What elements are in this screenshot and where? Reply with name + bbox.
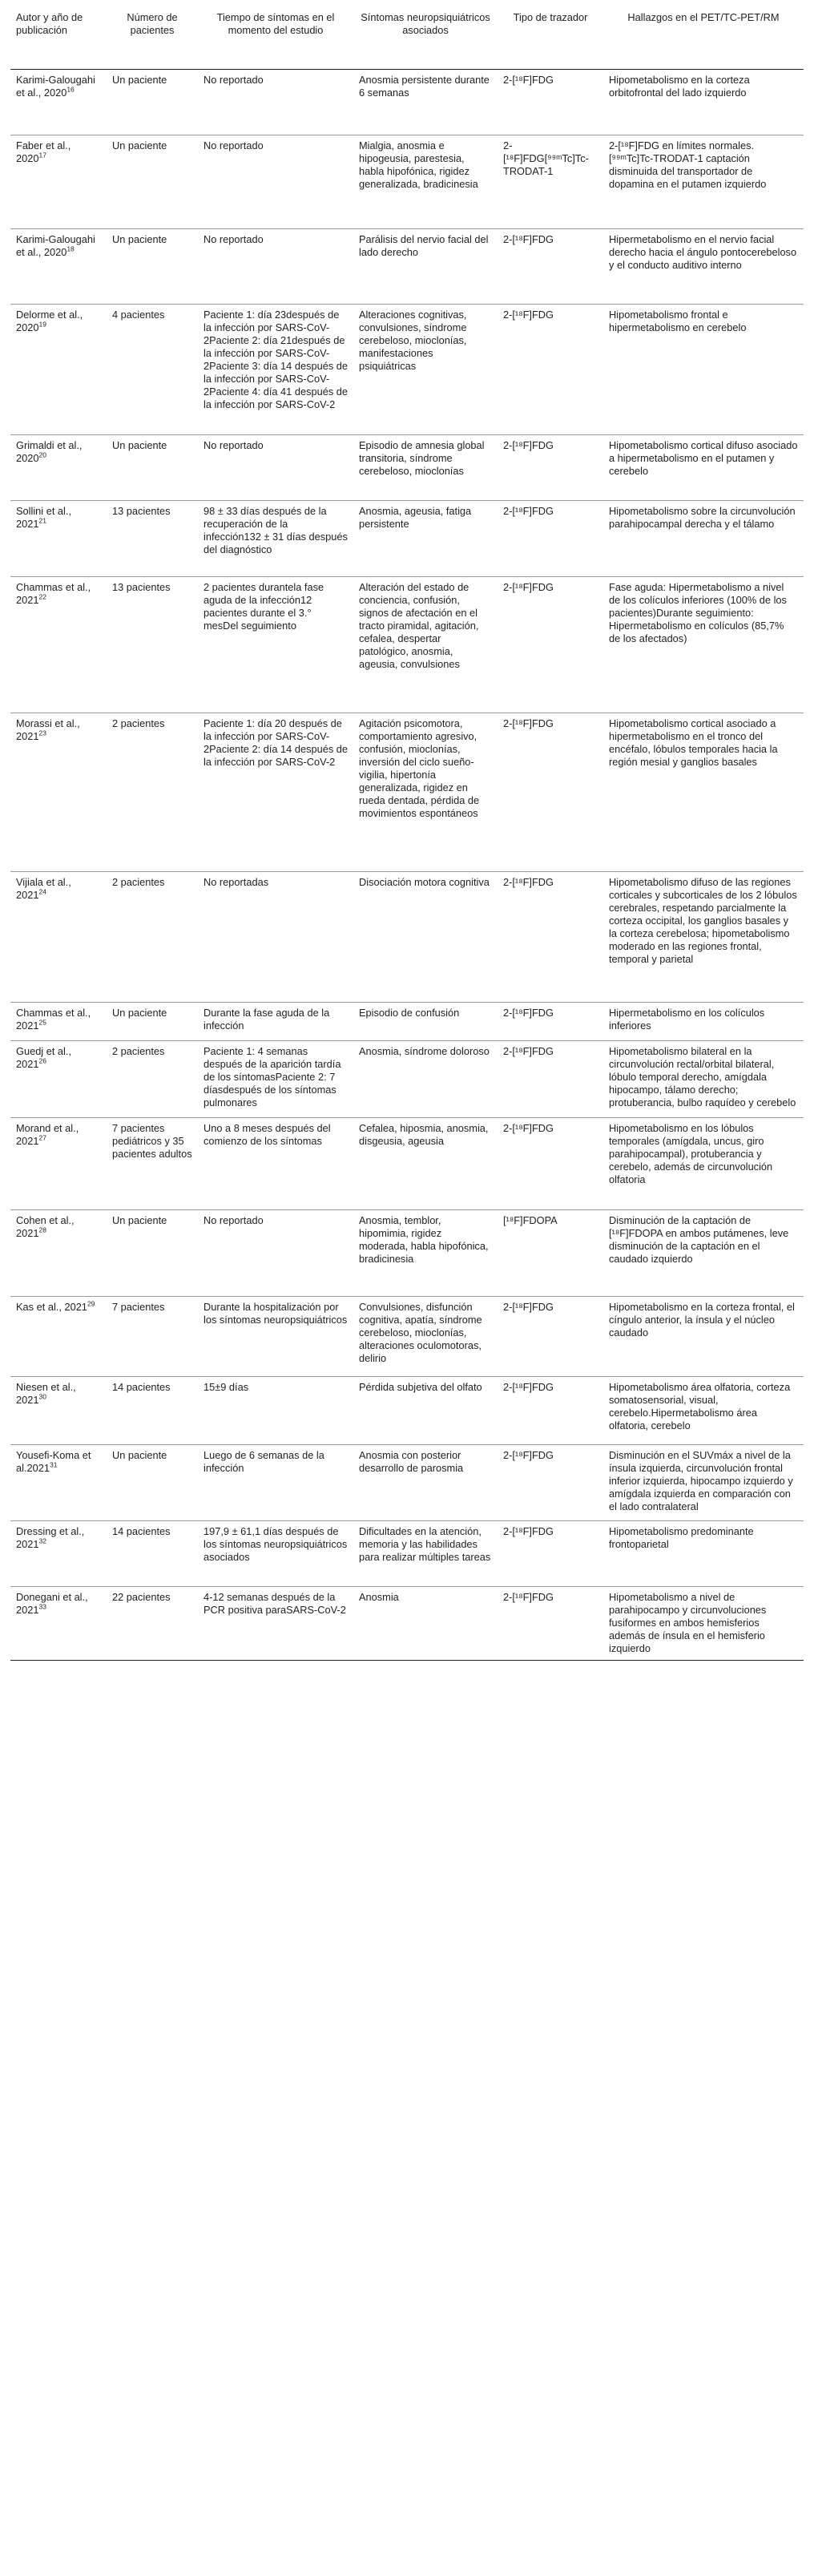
cell-time [198,70,353,135]
header-tracer: Tipo de trazador [498,8,603,70]
cell-symptoms-text: Episodio de amnesia global transitoria, síndrome cerebeloso, mioclonías [359,439,485,477]
cell-time [198,1041,353,1118]
cell-symptoms-text: Alteración del estado de conciencia, confusión, signos de afectación en el tracto piramidal, agitación, cefalea, despertar patológico, anosmia, ageusia, convulsiones [359,581,479,670]
cell-findings-text: Hipometabolismo sobre la circunvolución parahipocampal derecha y el tálamo [609,505,796,530]
cell-tracer-text: 2-[¹⁸F]FDG [503,309,554,321]
cell-symptoms [353,229,498,305]
cell-time [198,1003,353,1041]
cell-patients-text: Un paciente [112,1007,167,1019]
cell-symptoms [353,1587,498,1661]
cell-patients-text: 2 pacientes [112,876,165,888]
cell-author [10,1521,107,1587]
table-row [10,1377,804,1445]
cell-tracer-text: 2-[¹⁸F]FDG [503,233,554,245]
reference-number: 23 [38,729,46,737]
cell-time [198,1118,353,1210]
cell-patients-text: 4 pacientes [112,309,165,321]
cell-author [10,1445,107,1521]
cell-author-text: Delorme et al., 2020 [16,309,83,333]
cell-author [10,135,107,229]
cell-findings [603,1445,804,1521]
cell-findings [603,872,804,1003]
table-row [10,1041,804,1118]
cell-patients-text: Un paciente [112,1449,167,1461]
cell-tracer-text: 2-[¹⁸F]FDG [503,1381,554,1393]
cell-findings [603,1521,804,1587]
cell-patients [107,70,198,135]
cell-findings [603,1587,804,1661]
cell-tracer [498,577,603,713]
cell-author-text: Cohen et al., 2021 [16,1214,75,1239]
cell-findings [603,1210,804,1297]
cell-tracer [498,305,603,435]
table-row [10,872,804,1003]
cell-author [10,229,107,305]
cell-tracer-text: 2-[¹⁸F]FDG [503,1449,554,1461]
cell-findings-text: Hipometabolismo predominante frontoparietal [609,1525,754,1550]
cell-symptoms [353,1521,498,1587]
table-row [10,305,804,435]
reference-number: 27 [38,1133,46,1142]
cell-tracer-text: 2-[¹⁸F]FDG [503,1122,554,1134]
cell-time-text: Durante la hospitalización por los síntomas neuropsiquiátricos [204,1301,348,1326]
table-row [10,577,804,713]
cell-findings-text: Hipometabolismo en la corteza frontal, el cíngulo anterior, la ínsula y el núcleo caudado [609,1301,795,1338]
header-symptoms: Síntomas neuropsiquiátricos asociados [353,8,498,70]
cell-symptoms [353,577,498,713]
cell-symptoms [353,1041,498,1118]
cell-patients-text: 14 pacientes [112,1525,171,1537]
table-row [10,229,804,305]
header-time: Tiempo de síntomas en el momento del estudio [198,8,353,70]
cell-findings [603,135,804,229]
cell-patients-text: 2 pacientes [112,717,165,729]
cell-author [10,305,107,435]
cell-time-text: 98 ± 33 días después de la recuperación de la infección132 ± 31 días después del diagnóstico [204,505,348,555]
cell-tracer [498,1003,603,1041]
cell-tracer [498,1210,603,1297]
cell-author-text: Sollini et al., 2021 [16,505,71,530]
cell-symptoms-text: Mialgia, anosmia e hipogeusia, parestesia, habla hipofónica, rigidez generalizada, bradicinesia [359,139,478,190]
cell-tracer-text: 2-[¹⁸F]FDG [503,1045,554,1057]
cell-author-text: Donegani et al., 2021 [16,1591,88,1616]
cell-patients-text: 2 pacientes [112,1045,165,1057]
cell-patients [107,1118,198,1210]
cell-patients [107,305,198,435]
cell-patients-text: Un paciente [112,1214,167,1226]
cell-tracer [498,135,603,229]
cell-time [198,1445,353,1521]
cell-time-text: 4-12 semanas después de la PCR positiva paraSARS-CoV-2 [204,1591,346,1616]
cell-tracer-text: 2-[¹⁸F]FDG [503,876,554,888]
cell-symptoms-text: Convulsiones, disfunción cognitiva, apatía, síndrome cerebeloso, mioclonías, alteraciones oculomotoras, delirio [359,1301,482,1364]
reference-number: 24 [38,887,46,896]
cell-time-text: No reportado [204,439,264,451]
cell-author-text: Karimi-Galougahi et al., 2020 [16,233,95,258]
table-row [10,1003,804,1041]
table-header [10,8,804,70]
cell-findings [603,1377,804,1445]
cell-symptoms [353,1118,498,1210]
table-row [10,1118,804,1210]
cell-patients [107,1377,198,1445]
cell-author-text: Chammas et al., 2021 [16,1007,91,1032]
cell-tracer-text: 2-[¹⁸F]FDG [503,1301,554,1313]
cell-author [10,713,107,872]
cell-patients [107,1003,198,1041]
table-row [10,501,804,577]
reference-number: 32 [38,1536,46,1545]
cell-symptoms-text: Pérdida subjetiva del olfato [359,1381,482,1393]
reference-number: 33 [38,1602,46,1611]
cell-tracer [498,1445,603,1521]
cell-time [198,305,353,435]
reference-number: 20 [38,450,46,459]
cell-tracer [498,1118,603,1210]
cell-symptoms [353,70,498,135]
cell-author [10,435,107,501]
reference-number: 31 [49,1460,58,1469]
header-author: Autor y año de publicación [10,8,107,70]
table-row [10,70,804,135]
cell-time [198,135,353,229]
cell-author-text: Chammas et al., 2021 [16,581,91,606]
cell-time [198,713,353,872]
reference-number: 21 [38,516,46,525]
cell-time [198,229,353,305]
cell-symptoms-text: Disociación motora cognitiva [359,876,490,888]
cell-patients-text: Un paciente [112,139,167,151]
reference-number: 26 [38,1056,46,1065]
cell-time-text: No reportado [204,139,264,151]
cell-author [10,1003,107,1041]
cell-author-text: Yousefi-Koma et al.2021 [16,1449,91,1474]
table-row [10,1587,804,1661]
cell-tracer [498,713,603,872]
reference-number: 16 [66,85,75,94]
header-row [10,8,804,70]
cell-symptoms-text: Cefalea, hiposmia, anosmia, disgeusia, ageusia [359,1122,489,1147]
cell-symptoms-text: Anosmia, ageusia, fatiga persistente [359,505,472,530]
cell-findings [603,713,804,872]
cell-tracer [498,1587,603,1661]
cell-findings-text: Hipometabolismo cortical difuso asociado a hipermetabolismo en el putamen y cerebelo [609,439,798,477]
cell-tracer-text: 2-[¹⁸F]FDG [503,74,554,86]
cell-tracer [498,1041,603,1118]
cell-findings-text: Disminución en el SUVmáx a nivel de la ínsula izquierda, circunvolución frontal inferior izquierda, hipocampo izquierdo y amígdala izquierda en comparación con el lado contralateral [609,1449,793,1512]
cell-symptoms-text: Agitación psicomotora, comportamiento agresivo, confusión, mioclonías, inversión del ciclo sueño-vigilia, hipertonía generalizada, rigidez en rueda dentada, pérdida de movimientos espontáneos [359,717,480,819]
cell-tracer [498,501,603,577]
cell-time-text: 2 pacientes durantela fase aguda de la infección12 pacientes durante el 3.° mesDel seguimiento [204,581,324,632]
cell-time-text: Paciente 1: día 23después de la infección por SARS-CoV-2Paciente 2: día 21después de la infección por SARS-CoV-2Paciente 3: día 14 después de la infección por SARS-CoV-2Paciente 4: día 41 después de la infección por SARS-CoV-2 [204,309,349,410]
cell-symptoms-text: Alteraciones cognitivas, convulsiones, síndrome cerebeloso, mioclonías, manifestaciones psiquiátricas [359,309,467,372]
cell-author-text: Kas et al., 2021 [16,1301,87,1313]
cell-tracer [498,229,603,305]
cell-symptoms-text: Dificultades en la atención, memoria y las habilidades para realizar múltiples tareas [359,1525,491,1563]
pet-findings-table [10,8,804,1661]
cell-tracer [498,435,603,501]
cell-author-text: Grimaldi et al., 2020 [16,439,83,464]
cell-symptoms [353,135,498,229]
reference-number: 29 [87,1299,95,1308]
cell-author [10,872,107,1003]
cell-findings-text: Hipometabolismo bilateral en la circunvolución rectal/orbital bilateral, lóbulo temporal derecho, amígdala hipocampo, tálamo derecho; protuberancia, bulbo raquídeo y cerebelo [609,1045,796,1108]
cell-patients-text: 14 pacientes [112,1381,171,1393]
cell-time [198,1210,353,1297]
cell-findings [603,1003,804,1041]
cell-time-text: Paciente 1: día 20 después de la infección por SARS-CoV-2Paciente 2: día 14 después de la infección por SARS-CoV-2 [204,717,349,768]
cell-findings [603,1118,804,1210]
cell-time-text: No reportado [204,1214,264,1226]
cell-tracer-text: 2-[¹⁸F]FDG [503,581,554,593]
cell-tracer-text: 2-[¹⁸F]FDG[⁹⁹ᵐTc]Tc-TRODAT-1 [503,139,589,177]
cell-symptoms-text: Anosmia persistente durante 6 semanas [359,74,490,99]
cell-patients [107,1521,198,1587]
cell-tracer [498,1521,603,1587]
cell-time-text: No reportado [204,74,264,86]
reference-number: 28 [38,1225,46,1234]
cell-author [10,1297,107,1377]
cell-findings-text: Hipometabolismo en la corteza orbitofrontal del lado izquierdo [609,74,750,99]
table-row [10,1521,804,1587]
cell-patients [107,713,198,872]
reference-number: 25 [38,1018,46,1027]
cell-time [198,1521,353,1587]
cell-tracer [498,1297,603,1377]
cell-author-text: Morand et al., 2021 [16,1122,79,1147]
header-patients: Número de pacientes [107,8,198,70]
cell-findings [603,501,804,577]
table-body [10,70,804,1661]
cell-symptoms [353,1003,498,1041]
cell-time [198,435,353,501]
cell-patients [107,229,198,305]
cell-time [198,1297,353,1377]
cell-tracer-text: 2-[¹⁸F]FDG [503,1525,554,1537]
cell-findings-text: Hipometabolismo frontal e hipermetabolismo en cerebelo [609,309,747,333]
cell-time [198,501,353,577]
cell-patients-text: 22 pacientes [112,1591,171,1603]
cell-findings [603,229,804,305]
cell-patients [107,135,198,229]
cell-patients-text: 13 pacientes [112,581,171,593]
cell-tracer-text: 2-[¹⁸F]FDG [503,717,554,729]
table-row [10,435,804,501]
cell-symptoms [353,1210,498,1297]
cell-findings-text: Hipometabolismo a nivel de parahipocampo y circunvoluciones fusiformes en ambos hemisferios además de ínsula en el hemisferio izquierdo [609,1591,767,1654]
cell-symptoms [353,305,498,435]
cell-findings [603,1297,804,1377]
cell-symptoms [353,713,498,872]
cell-author [10,1118,107,1210]
cell-patients-text: 7 pacientes pediátricos y 35 pacientes adultos [112,1122,192,1160]
cell-symptoms-text: Episodio de confusión [359,1007,460,1019]
cell-tracer-text: 2-[¹⁸F]FDG [503,505,554,517]
cell-patients [107,577,198,713]
reference-number: 19 [38,320,46,329]
table-row [10,1210,804,1297]
cell-symptoms-text: Anosmia, temblor, hipomimia, rigidez moderada, habla hipofónica, bradicinesia [359,1214,489,1265]
cell-findings-text: Hipermetabolismo en el nervio facial derecho hacia el ángulo pontocerebeloso y el conducto auditivo interno [609,233,797,271]
cell-findings-text: Fase aguda: Hipermetabolismo a nivel de los colículos inferiores (100% de los pacientes)Durante seguimiento: Hipermetabolismo en colículos (85,7% de los afectados) [609,581,787,644]
cell-symptoms-text: Anosmia [359,1591,399,1603]
cell-findings-text: Hipometabolismo en los lóbulos temporales (amígdala, uncus, giro parahipocampal), protuberancia y cerebelo, además de circunvolución olfatoria [609,1122,773,1185]
cell-findings-text: Hipometabolismo área olfatoria, corteza somatosensorial, visual, cerebelo.Hipermetabolismo área olfatoria, cerebelo [609,1381,791,1431]
cell-findings-text: Hipometabolismo cortical asociado a hipermetabolismo en el tronco del encéfalo, lóbulos temporales hacia la región mesial y ganglios basales [609,717,778,768]
cell-patients [107,435,198,501]
table-row [10,1445,804,1521]
cell-symptoms [353,1377,498,1445]
cell-symptoms [353,1445,498,1521]
cell-patients-text: 13 pacientes [112,505,171,517]
cell-time-text: Durante la fase aguda de la infección [204,1007,330,1032]
cell-author [10,1041,107,1118]
cell-patients-text: 7 pacientes [112,1301,165,1313]
cell-time-text: Uno a 8 meses después del comienzo de los síntomas [204,1122,331,1147]
cell-time-text: 197,9 ± 61,1 días después de los síntomas neuropsiquiátricos asociados [204,1525,348,1563]
cell-findings-text: Hipometabolismo difuso de las regiones corticales y subcorticales de los 2 lóbulos cerebrales, respetando parcialmente la corteza occipital, los ganglios basales y la corteza cerebelosa; hipometabolismo moderado en las regiones frontal, temporal y parietal [609,876,797,965]
cell-author-text: Guedj et al., 2021 [16,1045,72,1070]
cell-symptoms-text: Anosmia, síndrome doloroso [359,1045,490,1057]
cell-time-text: Paciente 1: 4 semanas después de la aparición tardía de los síntomasPaciente 2: 7 díasdespués de los síntomas pulmonares [204,1045,341,1108]
reference-number: 30 [38,1392,46,1401]
cell-patients [107,1297,198,1377]
cell-author-text: Vijiala et al., 2021 [16,876,71,901]
cell-time-text: 15±9 días [204,1381,249,1393]
cell-findings-text: Hipermetabolismo en los colículos inferiores [609,1007,765,1032]
cell-time [198,872,353,1003]
reference-number: 17 [38,151,46,159]
header-findings: Hallazgos en el PET/TC-PET/RM [603,8,804,70]
cell-symptoms [353,1297,498,1377]
cell-tracer [498,1377,603,1445]
cell-time-text: No reportadas [204,876,269,888]
cell-patients [107,501,198,577]
table-row [10,135,804,229]
reference-number: 22 [38,592,46,601]
cell-author [10,70,107,135]
cell-tracer-text: 2-[¹⁸F]FDG [503,439,554,451]
cell-tracer-text: [¹⁸F]FDOPA [503,1214,558,1226]
cell-findings [603,305,804,435]
cell-tracer [498,70,603,135]
cell-author-text: Karimi-Galougahi et al., 2020 [16,74,95,99]
cell-time [198,1587,353,1661]
cell-patients [107,1445,198,1521]
cell-patients [107,872,198,1003]
reference-number: 18 [66,244,75,253]
cell-tracer-text: 2-[¹⁸F]FDG [503,1007,554,1019]
cell-findings-text: Disminución de la captación de [¹⁸F]FDOPA en ambos putámenes, leve disminución de la captación en el caudado izquierdo [609,1214,789,1265]
cell-findings-text: 2-[¹⁸F]FDG en límites normales.[⁹⁹ᵐTc]Tc-TRODAT-1 captación disminuida del transportador de dopamina en el putamen izquierdo [609,139,767,190]
cell-tracer [498,872,603,1003]
cell-author-text: Niesen et al., 2021 [16,1381,76,1406]
cell-patients-text: Un paciente [112,439,167,451]
cell-patients-text: Un paciente [112,74,167,86]
cell-author [10,501,107,577]
cell-author-text: Faber et al., 2020 [16,139,71,164]
cell-author [10,577,107,713]
cell-findings [603,1041,804,1118]
cell-symptoms [353,501,498,577]
cell-author [10,1377,107,1445]
cell-findings [603,435,804,501]
cell-symptoms [353,872,498,1003]
table-row [10,1297,804,1377]
cell-patients [107,1210,198,1297]
cell-patients [107,1587,198,1661]
cell-findings [603,70,804,135]
cell-author [10,1210,107,1297]
cell-symptoms [353,435,498,501]
cell-author [10,1587,107,1661]
cell-findings [603,577,804,713]
cell-time [198,1377,353,1445]
cell-tracer-text: 2-[¹⁸F]FDG [503,1591,554,1603]
cell-patients-text: Un paciente [112,233,167,245]
cell-time-text: No reportado [204,233,264,245]
cell-time [198,577,353,713]
cell-author-text: Morassi et al., 2021 [16,717,80,742]
table-row [10,713,804,872]
cell-symptoms-text: Anosmia con posterior desarrollo de parosmia [359,1449,464,1474]
cell-time-text: Luego de 6 semanas de la infección [204,1449,324,1474]
cell-author-text: Dressing et al., 2021 [16,1525,85,1550]
cell-symptoms-text: Parálisis del nervio facial del lado derecho [359,233,489,258]
cell-patients [107,1041,198,1118]
